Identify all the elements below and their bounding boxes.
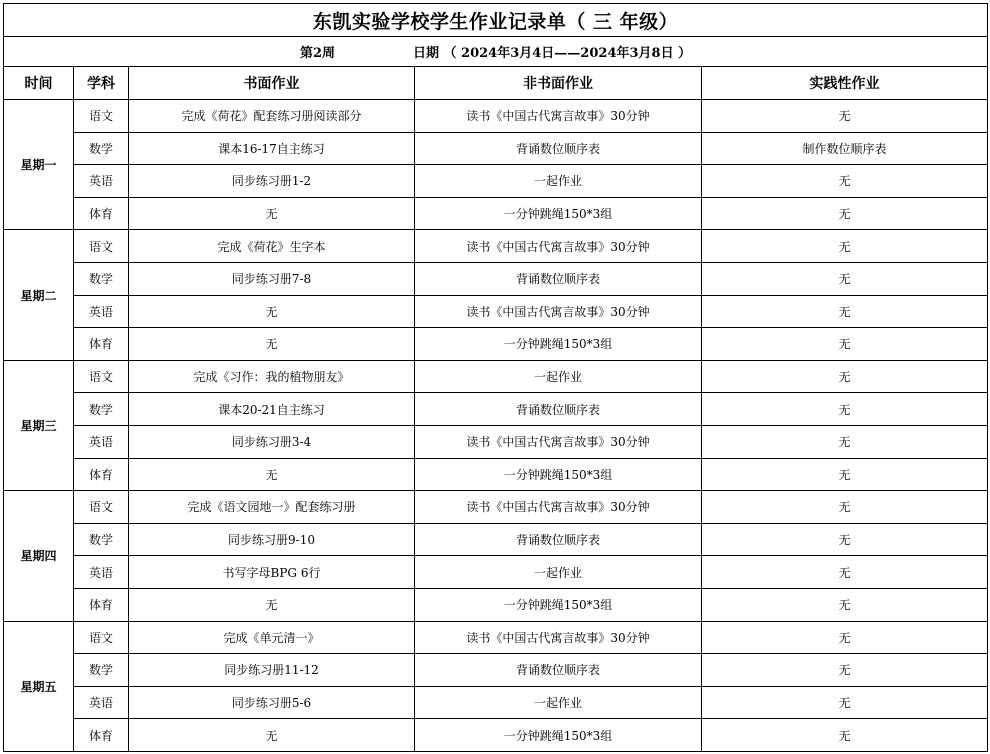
written-cell: 课本20-21自主练习	[129, 393, 415, 426]
practice-cell: 无	[702, 523, 988, 556]
practice-cell: 无	[702, 328, 988, 361]
written-cell: 完成《习作：我的植物朋友》	[129, 360, 415, 393]
table-row	[4, 556, 988, 589]
nonwritten-cell: 读书《中国古代寓言故事》30分钟	[415, 491, 702, 524]
subject-cell: 体育	[74, 588, 129, 621]
practice-cell: 无	[702, 165, 988, 198]
practice-cell: 无	[702, 588, 988, 621]
header-subject: 学科	[74, 67, 129, 100]
nonwritten-cell: 背诵数位顺序表	[415, 523, 702, 556]
table-row	[4, 425, 988, 458]
written-cell: 课本16-17自主练习	[129, 132, 415, 165]
nonwritten-cell: 一起作业	[415, 556, 702, 589]
nonwritten-cell: 读书《中国古代寓言故事》30分钟	[415, 100, 702, 133]
practice-cell: 制作数位顺序表	[702, 132, 988, 165]
subject-cell: 语文	[74, 230, 129, 263]
written-cell: 无	[129, 588, 415, 621]
nonwritten-cell: 读书《中国古代寓言故事》30分钟	[415, 230, 702, 263]
header-time: 时间	[4, 67, 74, 100]
written-cell: 同步练习册9-10	[129, 523, 415, 556]
practice-cell: 无	[702, 100, 988, 133]
day-cell: 星期四	[4, 491, 74, 621]
subject-cell: 数学	[74, 654, 129, 687]
nonwritten-cell: 一起作业	[415, 165, 702, 198]
table-row	[4, 458, 988, 491]
table-row	[4, 588, 988, 621]
practice-cell: 无	[702, 686, 988, 719]
day-cell: 星期一	[4, 100, 74, 230]
practice-cell: 无	[702, 458, 988, 491]
written-cell: 无	[129, 719, 415, 752]
table-row	[4, 686, 988, 719]
sheet-title: 东凯实验学校学生作业记录单（ 三 年级）	[4, 4, 988, 37]
practice-cell: 无	[702, 654, 988, 687]
date-range: 日期 （ 2024年3月4日——2024年3月8日 ）	[412, 46, 692, 61]
nonwritten-cell: 背诵数位顺序表	[415, 132, 702, 165]
subject-cell: 英语	[74, 295, 129, 328]
subject-cell: 数学	[74, 393, 129, 426]
practice-cell: 无	[702, 719, 988, 752]
nonwritten-cell: 读书《中国古代寓言故事》30分钟	[415, 295, 702, 328]
written-cell: 同步练习册1-2	[129, 165, 415, 198]
table-row	[4, 328, 988, 361]
subject-cell: 英语	[74, 686, 129, 719]
subject-cell: 语文	[74, 491, 129, 524]
practice-cell: 无	[702, 491, 988, 524]
nonwritten-cell: 读书《中国古代寓言故事》30分钟	[415, 425, 702, 458]
practice-cell: 无	[702, 425, 988, 458]
subject-cell: 语文	[74, 100, 129, 133]
subject-cell: 英语	[74, 165, 129, 198]
nonwritten-cell: 一分钟跳绳150*3组	[415, 719, 702, 752]
written-cell: 完成《荷花》生字本	[129, 230, 415, 263]
column-header-row	[4, 67, 988, 100]
written-cell: 同步练习册11-12	[129, 654, 415, 687]
subject-cell: 体育	[74, 719, 129, 752]
week-label: 第2周	[299, 46, 335, 61]
written-cell: 同步练习册5-6	[129, 686, 415, 719]
header-nonwritten-homework: 非书面作业	[415, 67, 702, 100]
written-cell: 完成《单元清一》	[129, 621, 415, 654]
nonwritten-cell: 一分钟跳绳150*3组	[415, 197, 702, 230]
written-cell: 无	[129, 295, 415, 328]
subject-cell: 英语	[74, 556, 129, 589]
subject-cell: 体育	[74, 458, 129, 491]
homework-record-table	[3, 3, 988, 752]
table-row	[4, 165, 988, 198]
week-info-row	[4, 37, 988, 67]
practice-cell: 无	[702, 556, 988, 589]
practice-cell: 无	[702, 197, 988, 230]
table-row	[4, 621, 988, 654]
header-written-homework: 书面作业	[129, 67, 415, 100]
day-cell: 星期三	[4, 360, 74, 490]
nonwritten-cell: 一分钟跳绳150*3组	[415, 458, 702, 491]
table-row	[4, 360, 988, 393]
written-cell: 无	[129, 458, 415, 491]
practice-cell: 无	[702, 621, 988, 654]
header-practice-homework: 实践性作业	[702, 67, 988, 100]
subject-cell: 体育	[74, 197, 129, 230]
subject-cell: 语文	[74, 621, 129, 654]
day-cell: 星期二	[4, 230, 74, 360]
practice-cell: 无	[702, 295, 988, 328]
nonwritten-cell: 背诵数位顺序表	[415, 393, 702, 426]
table-row	[4, 197, 988, 230]
written-cell: 无	[129, 197, 415, 230]
written-cell: 完成《语文园地一》配套练习册	[129, 491, 415, 524]
table-row	[4, 132, 988, 165]
subject-cell: 语文	[74, 360, 129, 393]
table-row	[4, 719, 988, 752]
subject-cell: 数学	[74, 523, 129, 556]
subject-cell: 体育	[74, 328, 129, 361]
table-row	[4, 491, 988, 524]
subject-cell: 数学	[74, 132, 129, 165]
nonwritten-cell: 背诵数位顺序表	[415, 262, 702, 295]
nonwritten-cell: 一分钟跳绳150*3组	[415, 328, 702, 361]
subject-cell: 数学	[74, 262, 129, 295]
table-row	[4, 654, 988, 687]
written-cell: 无	[129, 328, 415, 361]
table-row	[4, 100, 988, 133]
nonwritten-cell: 背诵数位顺序表	[415, 654, 702, 687]
nonwritten-cell: 一分钟跳绳150*3组	[415, 588, 702, 621]
table-body	[4, 100, 988, 752]
table-row	[4, 393, 988, 426]
subject-cell: 英语	[74, 425, 129, 458]
written-cell: 完成《荷花》配套练习册阅读部分	[129, 100, 415, 133]
table-row	[4, 295, 988, 328]
table-row	[4, 523, 988, 556]
written-cell: 书写字母BPG 6行	[129, 556, 415, 589]
practice-cell: 无	[702, 262, 988, 295]
practice-cell: 无	[702, 360, 988, 393]
nonwritten-cell: 读书《中国古代寓言故事》30分钟	[415, 621, 702, 654]
practice-cell: 无	[702, 393, 988, 426]
nonwritten-cell: 一起作业	[415, 360, 702, 393]
day-cell: 星期五	[4, 621, 74, 751]
table-row	[4, 230, 988, 263]
written-cell: 同步练习册7-8	[129, 262, 415, 295]
written-cell: 同步练习册3-4	[129, 425, 415, 458]
nonwritten-cell: 一起作业	[415, 686, 702, 719]
practice-cell: 无	[702, 230, 988, 263]
table-row	[4, 262, 988, 295]
